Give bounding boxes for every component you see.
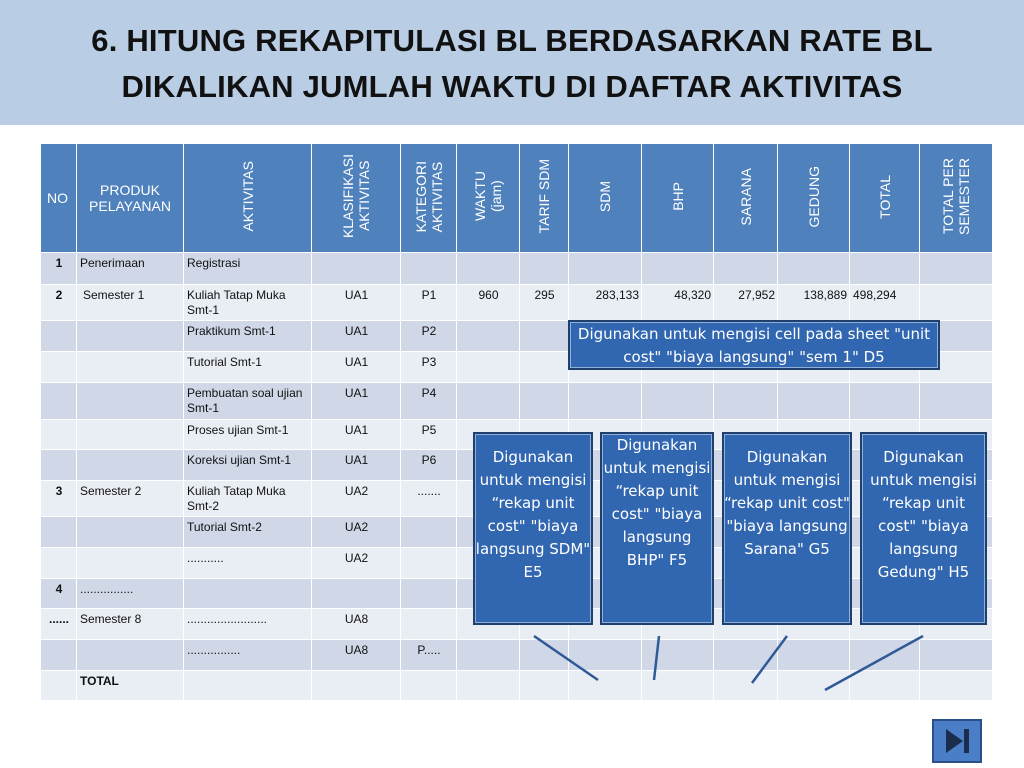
cell-sdm: 283,133: [569, 285, 642, 321]
cell-klasifikasi: UA1: [312, 420, 401, 450]
cell-aktivitas: Praktikum Smt-1: [184, 321, 312, 352]
cell-produk: Semester 8: [77, 609, 184, 640]
cell-aktivitas: Pembuatan soal ujian Smt-1: [184, 383, 312, 420]
cell-total: 498,294: [850, 285, 920, 321]
cell-produk: Semester 2: [77, 481, 184, 517]
cell-kategori: P1: [401, 285, 457, 321]
cell-produk: ................: [77, 579, 184, 609]
cell-kategori: P3: [401, 352, 457, 383]
callout-unit-cost-d5: Digunakan untuk mengisi cell pada sheet "unit cost" "biaya langsung" "sem 1" D5: [568, 320, 940, 370]
header-bhp: BHP: [642, 144, 714, 253]
connector-sarana: [752, 636, 787, 683]
connector-bhp: [654, 636, 659, 680]
cell-aktivitas: Kuliah Tatap Muka Smt-1: [184, 285, 312, 321]
cell-kategori: P6: [401, 450, 457, 481]
cell-kategori: P4: [401, 383, 457, 420]
skip-forward-icon: [934, 721, 980, 761]
cell-aktivitas: ................: [184, 640, 312, 671]
header-sarana: SARANA: [714, 144, 778, 253]
header-no: NO: [41, 144, 77, 253]
header-total-semester: TOTAL PER SEMESTER: [920, 144, 993, 253]
cell-kategori: .......: [401, 481, 457, 517]
header-sdm: SDM: [569, 144, 642, 253]
cell-klasifikasi: UA1: [312, 383, 401, 420]
next-slide-button[interactable]: [932, 719, 982, 763]
header-produk: PRODUK PELAYANAN: [77, 144, 184, 253]
callout-sdm-e5: Digunakan untuk mengisi “rekap unit cost" "biaya langsung SDM" E5: [473, 432, 593, 625]
title-line-1: 6. HITUNG REKAPITULASI BL BERDASARKAN RATE BL: [91, 23, 933, 58]
header-kategori: KATEGORI AKTIVITAS: [401, 144, 457, 253]
cell-gedung: 138,889: [778, 285, 850, 321]
cell-klasifikasi: UA8: [312, 609, 401, 640]
cell-aktivitas: ...........: [184, 548, 312, 579]
cell-aktivitas: Kuliah Tatap Muka Smt-2: [184, 481, 312, 517]
cell-klasifikasi: UA1: [312, 285, 401, 321]
cell-klasifikasi: UA1: [312, 352, 401, 383]
callout-gedung-h5: Digunakan untuk mengisi “rekap unit cost" "biaya langsung Gedung" H5: [860, 432, 987, 625]
title-line-2: DIKALIKAN JUMLAH WAKTU DI DAFTAR AKTIVITAS: [121, 69, 903, 104]
cell-aktivitas: Proses ujian Smt-1: [184, 420, 312, 450]
cell-klasifikasi: UA1: [312, 321, 401, 352]
cell-klasifikasi: UA1: [312, 450, 401, 481]
cell-sarana: 27,952: [714, 285, 778, 321]
cell-produk: Semester 1: [77, 285, 184, 321]
cell-aktivitas: Tutorial Smt-2: [184, 517, 312, 548]
cell-no: 4: [41, 579, 77, 609]
cell-aktivitas: ........................: [184, 609, 312, 640]
cell-produk: Penerimaan: [77, 253, 184, 285]
cell-no: 1: [41, 253, 77, 285]
header-waktu: WAKTU (jam): [457, 144, 520, 253]
header-gedung: GEDUNG: [778, 144, 850, 253]
cell-aktivitas: Koreksi ujian Smt-1: [184, 450, 312, 481]
cell-no: 2: [41, 285, 77, 321]
cell-produk: TOTAL: [77, 671, 184, 701]
cell-bhp: 48,320: [642, 285, 714, 321]
cell-kategori: P.....: [401, 640, 457, 671]
cell-no: 3: [41, 481, 77, 517]
connector-gedung: [825, 636, 923, 690]
cell-aktivitas: Registrasi: [184, 253, 312, 285]
header-aktivitas: AKTIVITAS: [184, 144, 312, 253]
callout-bhp-f5: Digunakan untuk mengisi “rekap unit cost" "biaya langsung BHP" F5: [600, 432, 714, 625]
header-tarif: TARIF SDM: [520, 144, 569, 253]
header-total: TOTAL: [850, 144, 920, 253]
cell-klasifikasi: UA2: [312, 517, 401, 548]
cell-klasifikasi: UA8: [312, 640, 401, 671]
cell-no: ......: [41, 609, 77, 640]
callout-sarana-g5: Digunakan untuk mengisi “rekap unit cost" "biaya langsung Sarana" G5: [722, 432, 852, 625]
cell-aktivitas: Tutorial Smt-1: [184, 352, 312, 383]
connector-sdm: [534, 636, 598, 680]
cell-klasifikasi: UA2: [312, 548, 401, 579]
cell-waktu: 960: [457, 285, 520, 321]
cell-klasifikasi: UA2: [312, 481, 401, 517]
cell-tarif: 295: [520, 285, 569, 321]
cell-kategori: P5: [401, 420, 457, 450]
cell-kategori: P2: [401, 321, 457, 352]
header-klasifikasi: KLASIFIKASI AKTIVITAS: [312, 144, 401, 253]
